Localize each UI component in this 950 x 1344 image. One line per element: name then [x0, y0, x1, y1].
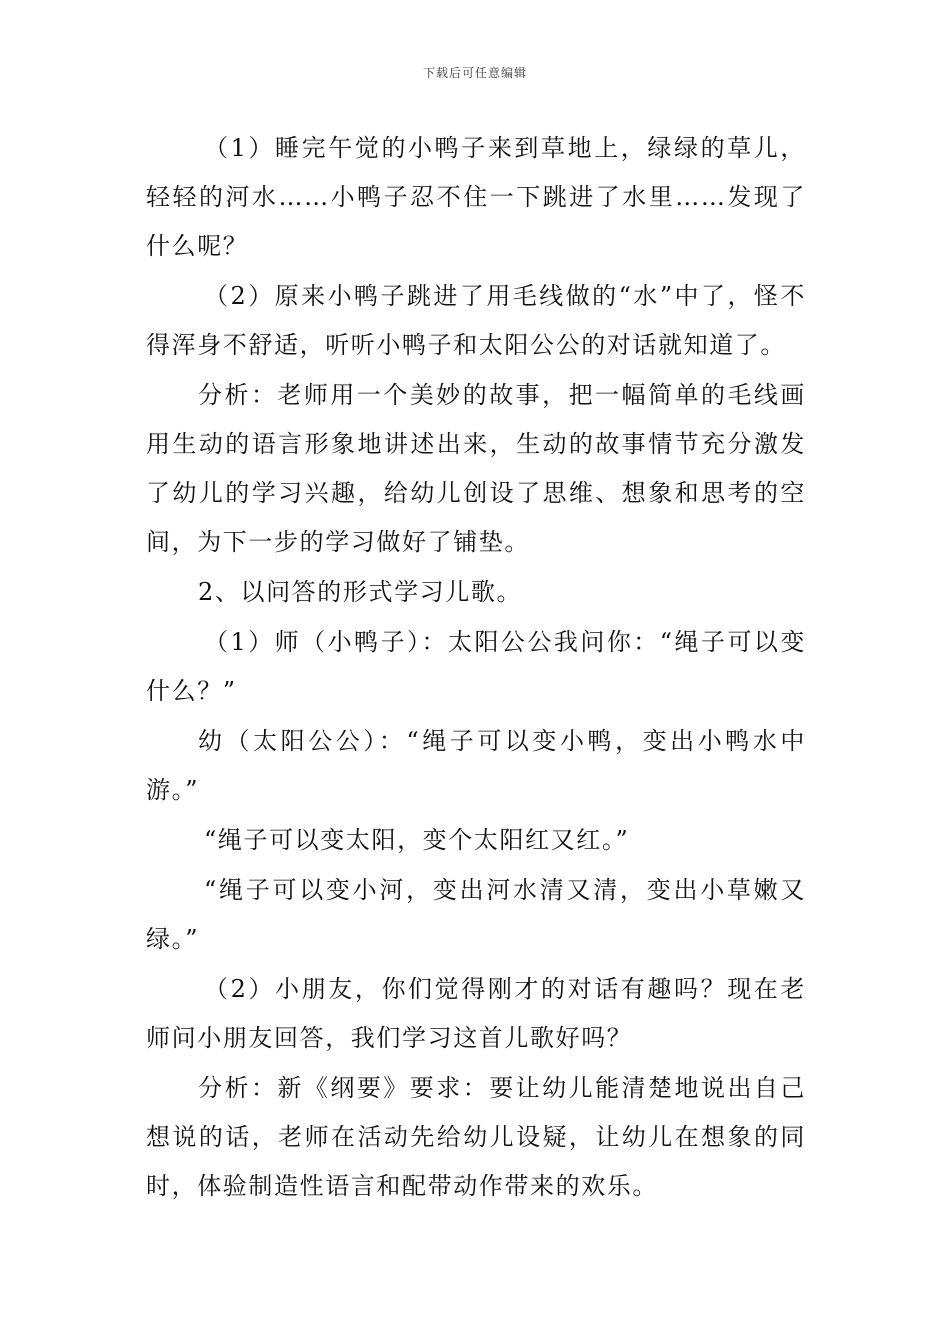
paragraph-1: （1）睡完午觉的小鸭子来到草地上，绿绿的草儿，轻轻的河水……小鸭子忍不住一下跳进了水里……发现了什么呢？ — [146, 134, 806, 260]
paragraph-verse-sun: “绳子可以变太阳，变个太阳红又红。” — [204, 826, 630, 854]
document-body — [146, 124, 806, 1212]
paragraph-child-answer: 幼（太阳公公）：“绳子可以变小鸭，变出小鸭水中游。” — [146, 727, 806, 804]
paragraph-2: （2）原来小鸭子跳进了用毛线做的“水”中了，怪不得浑身不舒适，听听小鸭子和太阳公公的对话就知道了。 — [146, 282, 806, 359]
paragraph-analysis-1: 分析：老师用一个美妙的故事，把一幅简单的毛线画用生动的语言形象地讲述出来，生动的故事情节充分激发了幼儿的学习兴趣，给幼儿创设了思维、想象和思考的空间，为下一步的学习做好了铺垫。 — [146, 381, 806, 556]
paragraph-verse-river: “绳子可以变小河，变出河水清又清，变出小草嫩又绿。” — [146, 876, 806, 953]
paragraph-3: （2）小朋友，你们觉得刚才的对话有趣吗？现在老师问小朋友回答，我们学习这首儿歌好吗？ — [146, 975, 806, 1052]
paragraph-analysis-2: 分析：新《纲要》要求：要让幼儿能清楚地说出自己想说的话，老师在活动先给幼儿设疑，让幼儿在想象的同时，体验制造性语言和配带动作带来的欢乐。 — [146, 1074, 806, 1200]
page-header: 下载后可任意编辑 — [422, 66, 527, 80]
paragraph-step-2: 2、以问答的形式学习儿歌。 — [198, 578, 523, 606]
paragraph-teacher-question: （1）师（小鸭子）：太阳公公我问你：“绳子可以变什么？” — [146, 628, 806, 705]
